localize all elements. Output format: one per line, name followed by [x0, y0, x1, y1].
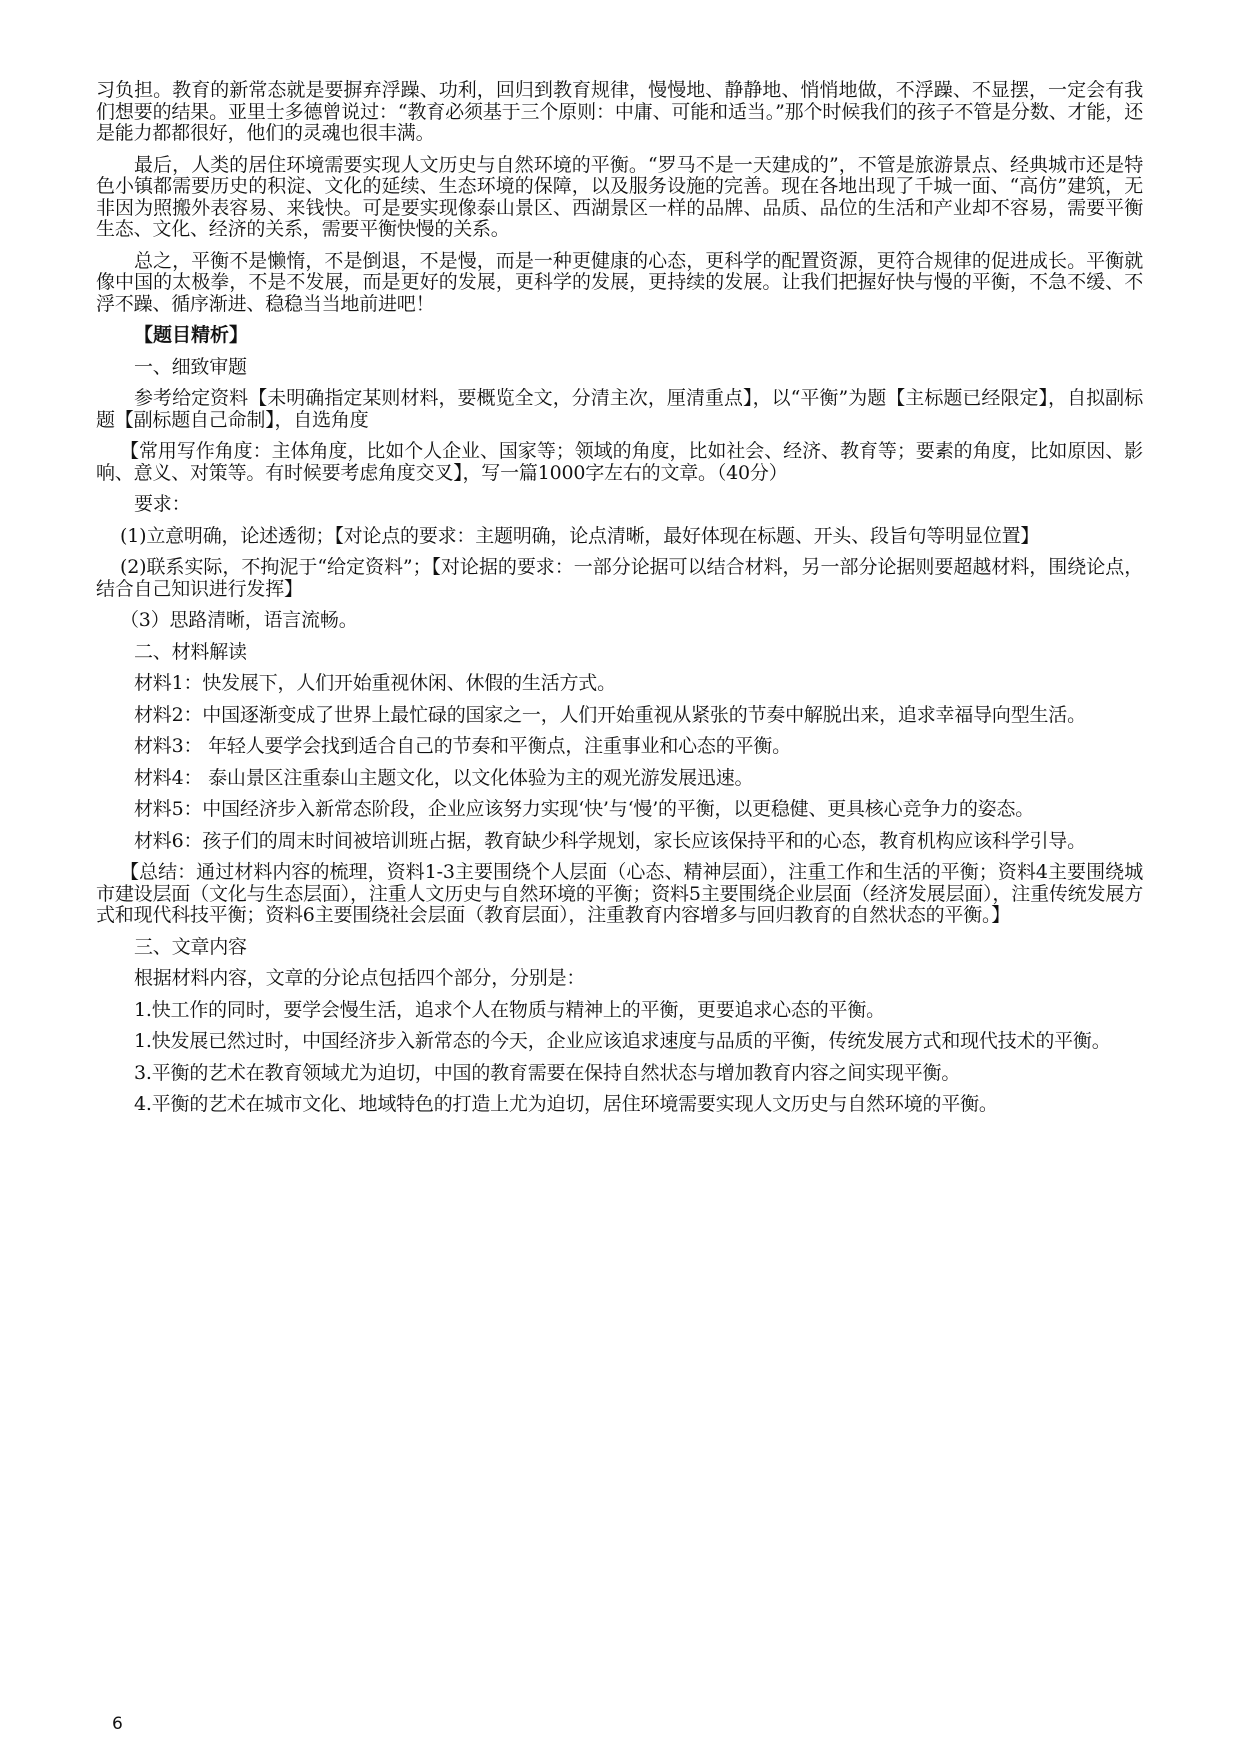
body-paragraph: 总之，平衡不是懒惰，不是倒退，不是慢，而是一种更健康的心态，更科学的配置资源，更符合规律的促进成长。平衡就像中国的太极拳，不是不发展，而是更好的发展，更科学的发展，更持续的发展。让我们把握好快与慢的平衡，不急不缓、不浮不躁、循序渐进、稳稳当当地前进吧！ [96, 249, 1143, 315]
material-item: 材料4： 泰山景区注重泰山主题文化，以文化体验为主的观光游发展迅速。 [134, 766, 754, 789]
requirement-item: （3）思路清晰，语言流畅。 [120, 609, 358, 631]
part3-intro: 根据材料内容，文章的分论点包括四个部分，分别是： [134, 967, 586, 989]
point-item: 1.快发展已然过时，中国经济步入新常态的今天，企业应该追求速度与品质的平衡，传统发展方式和现代技术的平衡。 [134, 1030, 1111, 1052]
section-title: 【题目精析】 [134, 324, 249, 346]
part1-title: 一、细致审题 [134, 355, 247, 378]
document-page [96, 80, 1143, 1126]
requirement-item: (2)联系实际，不拘泥于“给定资料”；【对论据的要求：一部分论据可以结合材料，另一部分论据则要超越材料，围绕论点，结合自己知识进行发挥】 [96, 556, 1143, 600]
material-item: 材料2：中国逐渐变成了世界上最忙碌的国家之一，人们开始重视从紧张的节奏中解脱出来，追求幸福导向型生活。 [134, 703, 1086, 726]
material-item: 材料1：快发展下，人们开始重视休闲、休假的生活方式。 [134, 672, 616, 694]
material-item: 材料6：孩子们的周末时间被培训班占据，教育缺少科学规划，家长应该保持平和的心态，教育机构应该科学引导。 [134, 829, 1086, 852]
summary-paragraph: 【总结：通过材料内容的梳理，资料1-3主要围绕个人层面（心态、精神层面），注重工作和生活的平衡；资料4主要围绕城市建设层面（文化与生态层面），注重人文历史与自然环境的平衡；资料5主要围绕企业层面（经济发展层面），注重传统发展方式和现代科技平衡；资料6主要围绕社会层面（教育层面），注重教育内容增多与回归教育的自然状态的平衡。】 [96, 861, 1143, 926]
material-item: 材料5：中国经济步入新常态阶段，企业应该努力实现‘快’与‘慢’的平衡，以更稳健、更具核心竞争力的姿态。 [134, 798, 1035, 820]
body-paragraph: 【常用写作角度：主体角度，比如个人企业、国家等；领域的角度，比如社会、经济、教育等；要素的角度，比如原因、影响、意义、对策等。有时候要考虑角度交叉】，写一篇1000字左右的文章。（40分） [96, 440, 1143, 484]
part2-title: 二、材料解读 [134, 640, 247, 663]
body-paragraph: 最后，人类的居住环境需要实现人文历史与自然环境的平衡。“罗马不是一天建成的”，不管是旅游景点、经典城市还是特色小镇都需要历史的积淀、文化的延续、生态环境的保障，以及服务设施的完善。现在各地出现了千城一面、“高仿”建筑，无非因为照搬外表容易、来钱快。可是要实现像泰山景区、西湖景区一样的品牌、品质、品位的生活和产业却不容易，需要平衡生态、文化、经济的关系，需要平衡快慢的关系。 [96, 153, 1143, 240]
page-number: 6 [112, 1714, 123, 1734]
requirements-label: 要求： [134, 493, 191, 515]
body-paragraph: 参考给定资料【未明确指定某则材料，要概览全文，分清主次，厘清重点】，以“平衡”为题【主标题已经限定】，自拟副标题【副标题自己命制】，自选角度 [96, 387, 1143, 431]
part3-title: 三、文章内容 [134, 935, 247, 958]
body-paragraph: 习负担。教育的新常态就是要摒弃浮躁、功利，回归到教育规律，慢慢地、静静地、悄悄地做，不浮躁、不显摆，一定会有我们想要的结果。亚里士多德曾说过：“教育必须基于三个原则：中庸、可能和适当。”那个时候我们的孩子不管是分数、才能，还是能力都都很好，他们的灵魂也很丰满。 [96, 79, 1143, 144]
point-item: 3.平衡的艺术在教育领域尤为迫切，中国的教育需要在保持自然状态与增加教育内容之间实现平衡。 [134, 1061, 961, 1084]
material-item: 材料3： 年轻人要学会找到适合自己的节奏和平衡点，注重事业和心态的平衡。 [134, 735, 791, 757]
point-item: 1.快工作的同时，要学会慢生活，追求个人在物质与精神上的平衡，更要追求心态的平衡。 [134, 998, 885, 1021]
requirement-item: (1)立意明确，论述透彻；【对论点的要求：主题明确，论点清晰，最好体现在标题、开头、段旨句等明显位置】 [120, 524, 1040, 547]
point-item: 4.平衡的艺术在城市文化、地域特色的打造上尤为迫切，居住环境需要实现人文历史与自然环境的平衡。 [134, 1093, 998, 1115]
